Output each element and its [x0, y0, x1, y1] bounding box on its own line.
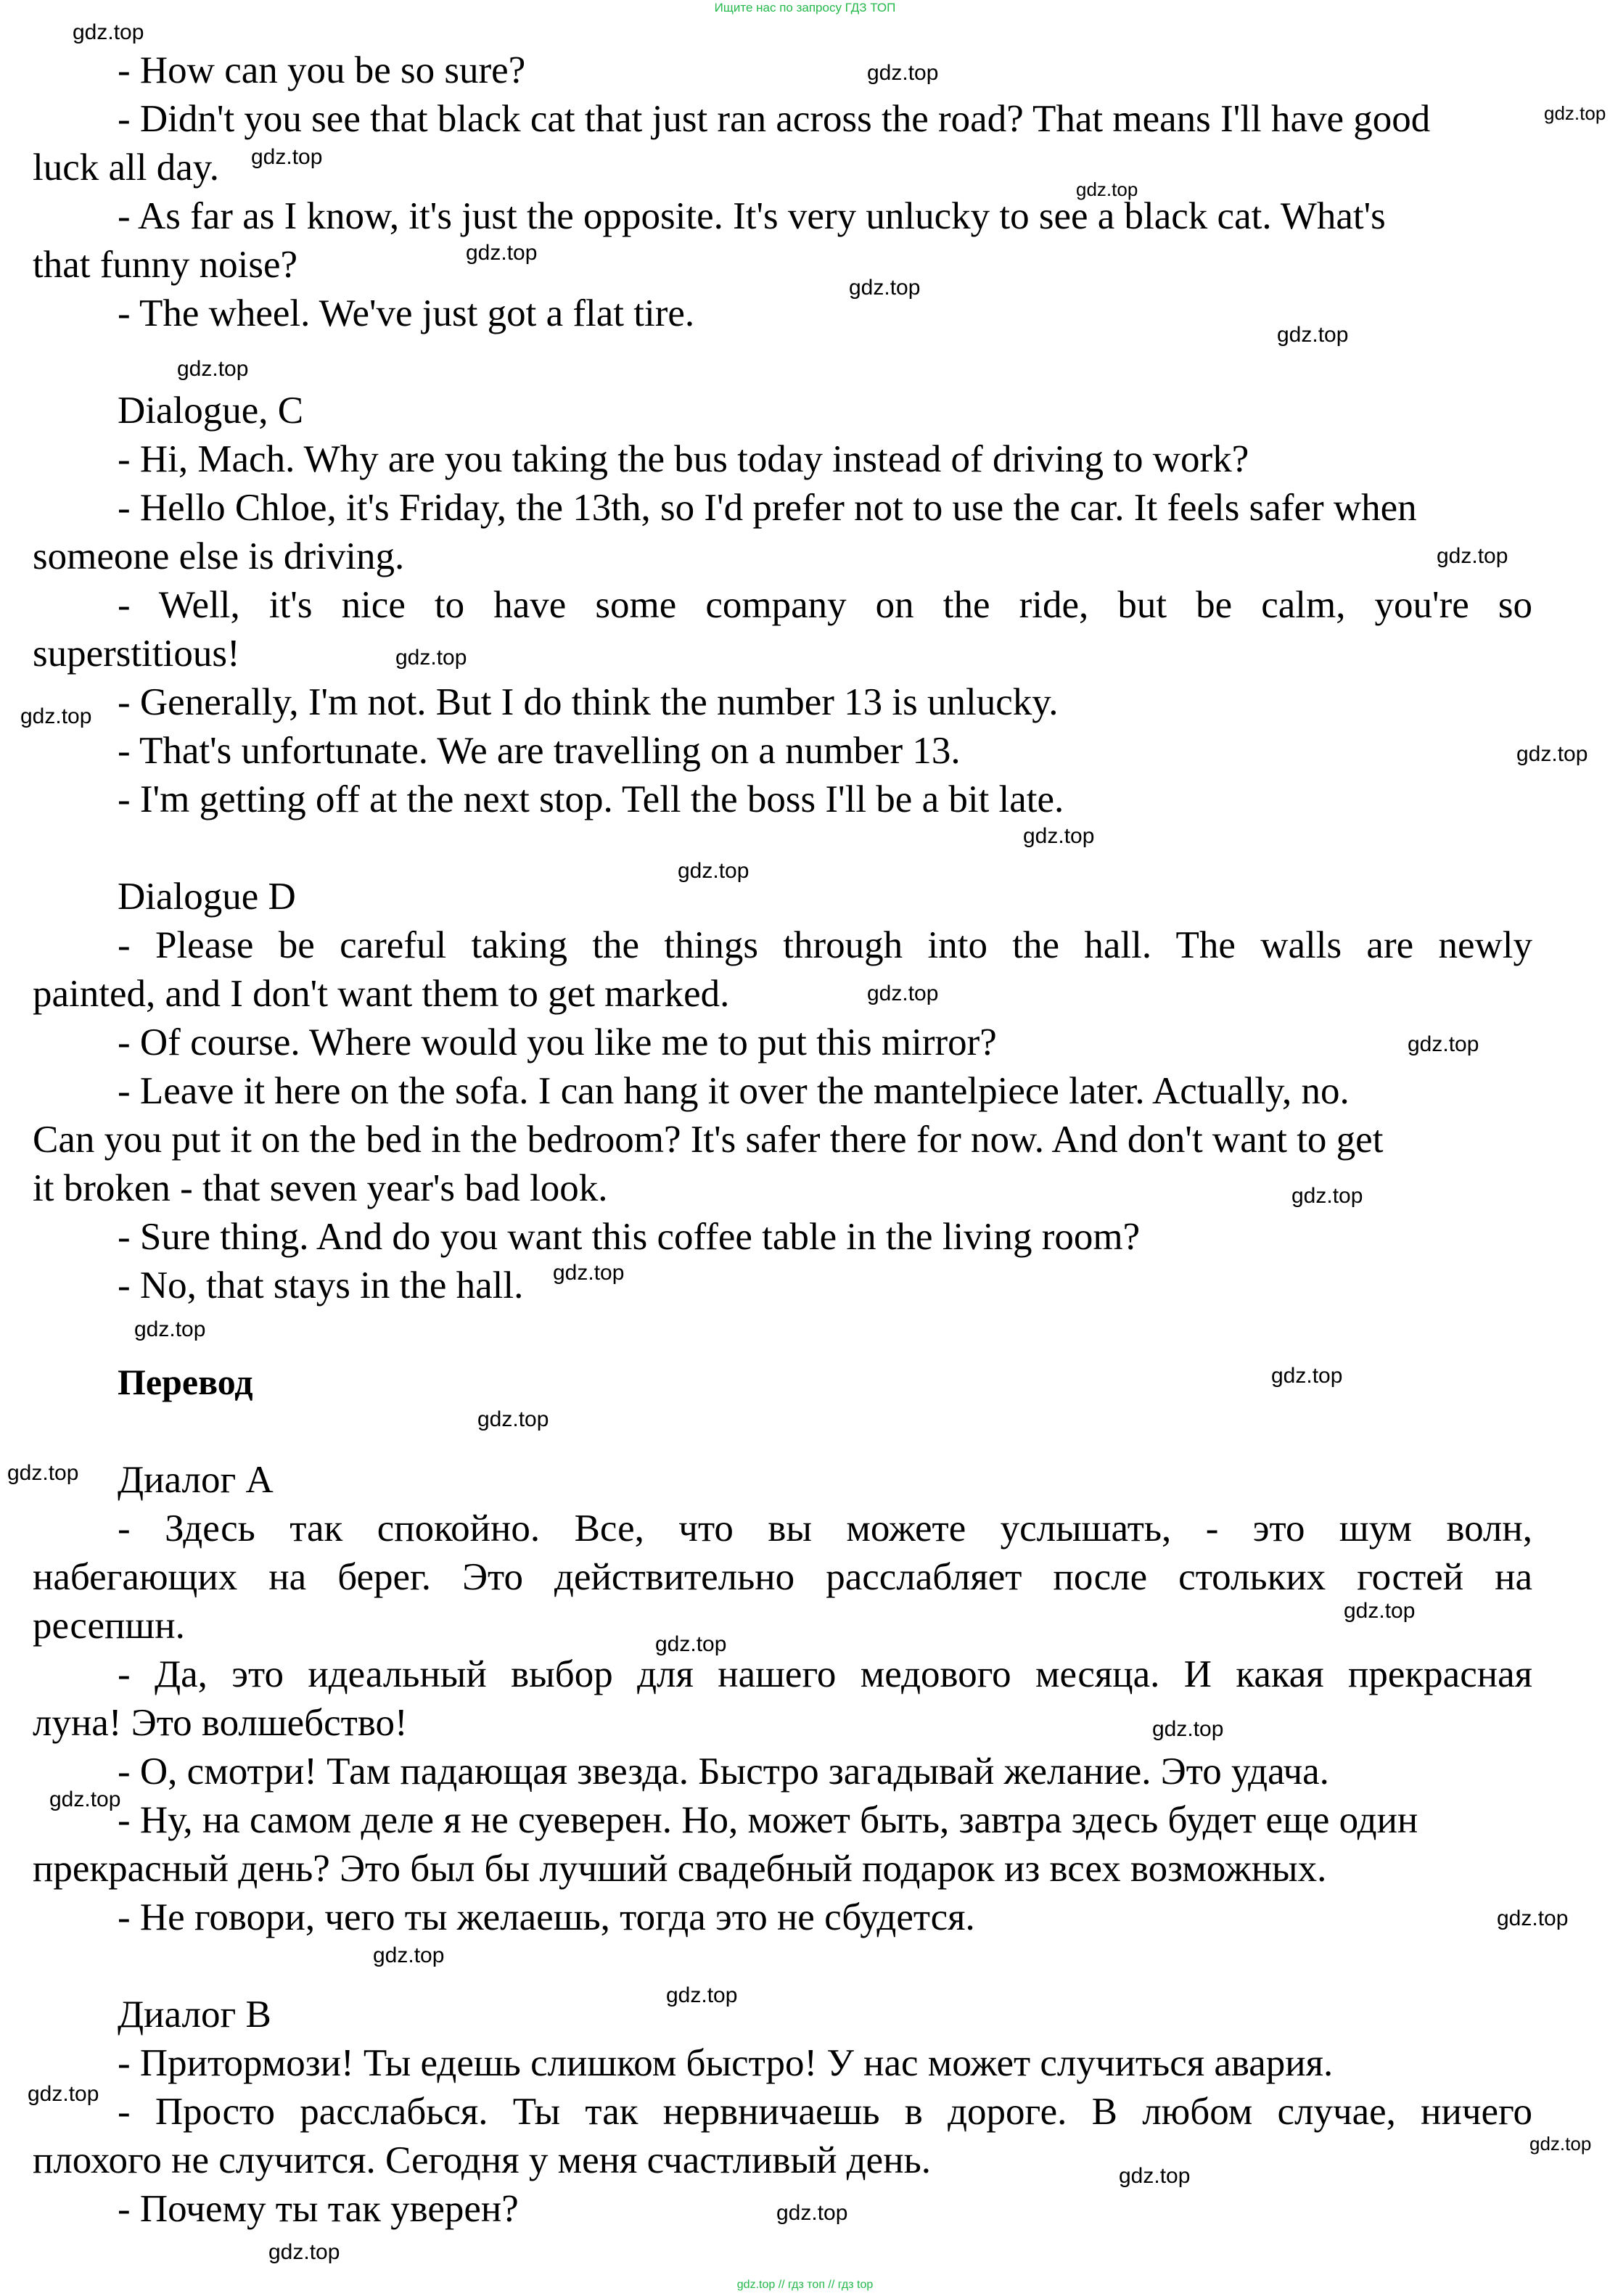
text-line: - Ну, на самом деле я не суеверен. Но, может быть, завтра здесь будет еще один	[118, 1799, 1418, 1841]
search-promo-link[interactable]: Ищите нас по запросу ГДЗ ТОП	[714, 1, 896, 15]
watermark: gdz.top	[1271, 1364, 1343, 1388]
watermark: gdz.top	[49, 1787, 121, 1811]
text-line: луна! Это волшебство!	[33, 1702, 408, 1744]
text-line: superstitious!	[33, 633, 240, 675]
watermark: gdz.top	[666, 1983, 738, 2007]
watermark: gdz.top	[1023, 824, 1095, 848]
watermark: gdz.top	[776, 2201, 848, 2225]
watermark: gdz.top	[678, 859, 749, 883]
watermark: gdz.top	[1291, 1184, 1363, 1208]
text-line: - О, смотри! Там падающая звезда. Быстро загадывай желание. Это удача.	[118, 1750, 1329, 1793]
text-line: - Просто расслабься. Ты так нервничаешь в дороге. В любом случае, ничего	[118, 2091, 1532, 2133]
text-line: - Почему ты так уверен?	[118, 2188, 519, 2230]
watermark: gdz.top	[1076, 178, 1138, 200]
watermark: gdz.top	[7, 1461, 79, 1485]
watermark: gdz.top	[1544, 102, 1606, 124]
text-line: luck all day.	[33, 147, 220, 189]
text-line: плохого не случится. Сегодня у меня счастливый день.	[33, 2139, 931, 2181]
text-line: that funny noise?	[33, 244, 298, 286]
watermark: gdz.top	[251, 145, 323, 169]
section-heading: Диалог В	[118, 1993, 271, 2036]
text-line: - Sure thing. And do you want this coffee table in the living room?	[118, 1216, 1141, 1258]
watermark: gdz.top	[134, 1317, 206, 1341]
watermark: gdz.top	[477, 1407, 549, 1431]
watermark: gdz.top	[1152, 1717, 1224, 1741]
watermark: gdz.top	[373, 1943, 445, 1967]
text-line: - Да, это идеальный выбор для нашего медового месяца. И какая прекрасная	[118, 1653, 1532, 1695]
watermark: gdz.top	[73, 20, 144, 44]
text-line: someone else is driving.	[33, 535, 405, 577]
text-line: прекрасный день? Это был бы лучший свадебный подарок из всех возможных.	[33, 1848, 1327, 1890]
watermark: gdz.top	[1529, 2133, 1592, 2155]
text-line: - Generally, I'm not. But I do think the number 13 is unlucky.	[118, 681, 1059, 723]
text-line: - I'm getting off at the next stop. Tell the boss I'll be a bit late.	[118, 778, 1064, 820]
section-heading: Диалог А	[118, 1459, 274, 1501]
watermark: gdz.top	[1408, 1032, 1479, 1056]
text-line: ресепшн.	[33, 1605, 185, 1647]
text-line: - Hi, Mach. Why are you taking the bus today instead of driving to work?	[118, 438, 1249, 480]
watermark: gdz.top	[395, 646, 467, 670]
text-line: - Of course. Where would you like me to put this mirror?	[118, 1021, 997, 1063]
section-heading: Dialogue, C	[118, 390, 304, 432]
watermark: gdz.top	[1437, 544, 1508, 568]
watermark: gdz.top	[867, 982, 939, 1005]
text-line: Can you put it on the bed in the bedroom? It's safer there for now. And don't want to get	[33, 1119, 1384, 1161]
watermark: gdz.top	[867, 61, 939, 85]
text-line: - Hello Chloe, it's Friday, the 13th, so I'd prefer not to use the car. It feels safer when	[118, 487, 1417, 529]
text-line: - As far as I know, it's just the opposite. It's very unlucky to see a black cat. What's	[118, 195, 1386, 237]
watermark: gdz.top	[1344, 1599, 1416, 1623]
watermark: gdz.top	[28, 2082, 99, 2106]
text-line: набегающих на берег. Это действительно расслабляет после стольких гостей на	[33, 1556, 1532, 1598]
watermark: gdz.top	[177, 357, 249, 381]
text-line: - The wheel. We've just got a flat tire.	[118, 292, 695, 334]
watermark: gdz.top	[1497, 1906, 1569, 1930]
text-line: - Притормози! Ты едешь слишком быстро! У нас может случиться авария.	[118, 2042, 1334, 2084]
text-line: - Здесь так спокойно. Все, что вы можете услышать, - это шум волн,	[118, 1507, 1532, 1550]
text-line: - That's unfortunate. We are travelling on a number 13.	[118, 730, 961, 772]
text-line: it broken - that seven year's bad look.	[33, 1167, 608, 1209]
watermark: gdz.top	[553, 1261, 625, 1285]
text-line: - Не говори, чего ты желаешь, тогда это не сбудется.	[118, 1896, 975, 1938]
watermark: gdz.top	[1516, 742, 1588, 766]
watermark: gdz.top	[1277, 323, 1349, 347]
text-line: - Leave it here on the sofa. I can hang it over the mantelpiece later. Actually, no.	[118, 1070, 1350, 1112]
watermark: gdz.top	[20, 704, 92, 728]
text-line: - Didn't you see that black cat that just ran across the road? That means I'll have good	[118, 98, 1431, 140]
watermark: gdz.top	[466, 241, 538, 265]
text-line: - Well, it's nice to have some company on the ride, but be calm, you're so	[118, 584, 1532, 626]
translation-heading: Перевод	[118, 1362, 253, 1402]
text-line: - Please be careful taking the things through into the hall. The walls are newly	[118, 924, 1532, 966]
text-line: - No, that stays in the hall.	[118, 1264, 524, 1307]
footer-links[interactable]: gdz.top // гдз топ // гдз top	[736, 2279, 874, 2291]
text-line: - How can you be so sure?	[118, 49, 526, 91]
section-heading: Dialogue D	[118, 876, 296, 918]
text-line: painted, and I don't want them to get marked.	[33, 973, 730, 1015]
watermark: gdz.top	[1119, 2164, 1191, 2188]
watermark: gdz.top	[849, 276, 921, 300]
watermark: gdz.top	[268, 2240, 340, 2264]
watermark: gdz.top	[655, 1632, 727, 1656]
